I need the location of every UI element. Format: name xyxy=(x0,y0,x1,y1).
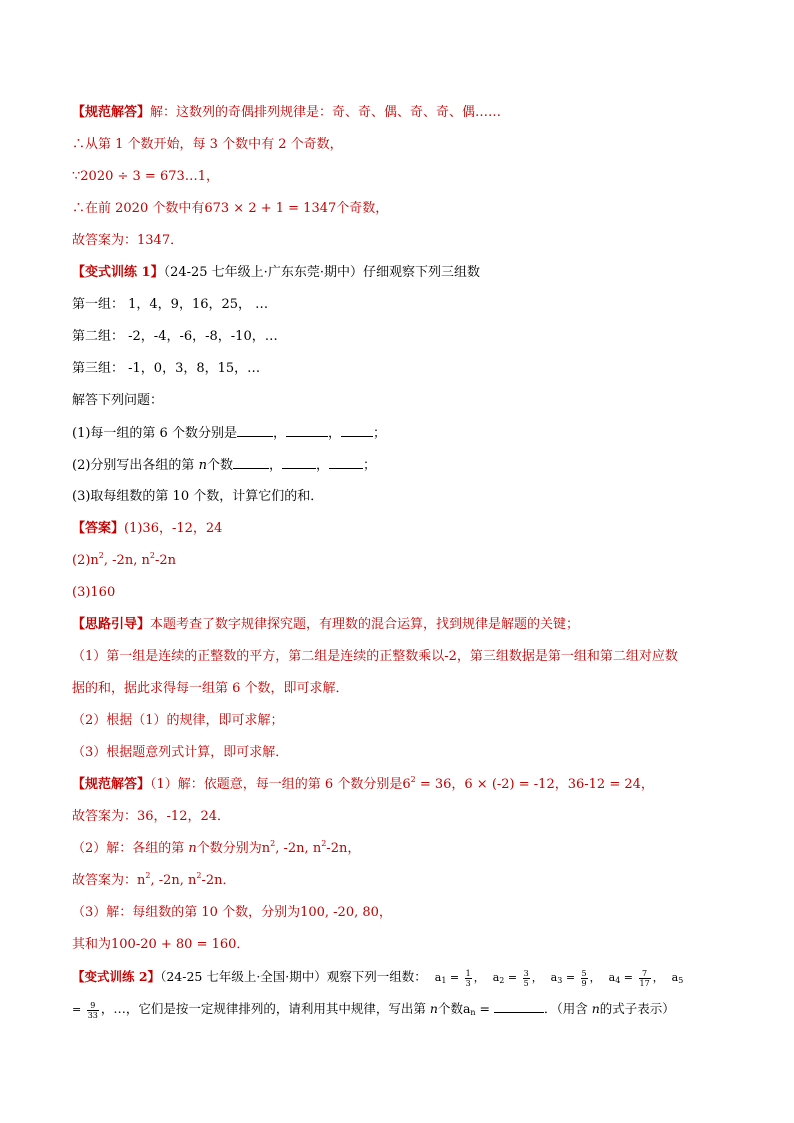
section-tag: 【规范解答】 xyxy=(72,105,151,120)
answer-blank[interactable] xyxy=(237,424,273,437)
variable: n xyxy=(198,458,207,473)
solution-text: （1）解：依题意，每一组的第 6 个数分别是6 xyxy=(150,777,411,792)
answer-blank[interactable] xyxy=(341,424,373,437)
question-text: 个数 xyxy=(206,458,233,473)
subscript: 5 xyxy=(678,976,684,985)
answer-text: (2) xyxy=(72,553,91,568)
section-tag: 【变式训练 1】 xyxy=(72,265,164,280)
equals: = xyxy=(620,971,637,984)
fraction xyxy=(465,969,472,988)
term-a5-value xyxy=(72,1000,101,1020)
question-text: ，…，它们是按一定规律排列的，请利用其中规律，写出第 xyxy=(100,1001,430,1016)
subscript: 3 xyxy=(557,976,563,985)
exponent: 2 xyxy=(98,551,104,560)
solution-line: 故答案为：36，-12，24． xyxy=(72,809,231,824)
think-line-1a: （1）第一组是连续的正整数的平方，第二组是连续的正整数乘以-2，第三组数据是第一组和第二组对应数 xyxy=(72,649,678,664)
answer-blank[interactable] xyxy=(282,456,316,469)
answer-text: n xyxy=(90,553,99,568)
equals: = xyxy=(446,971,463,984)
training-2-heading xyxy=(72,968,683,988)
question-text: ．（用含 xyxy=(543,1001,592,1016)
term-a4: $a_4$ = $\frac{7}{17}$ ， xyxy=(608,968,664,988)
term-symbol: a xyxy=(434,971,442,984)
ask-text: 解答下列问题： xyxy=(72,393,164,408)
question-intro: （24-25 七年级上·全国·期中）观察下列一组数： xyxy=(160,969,427,984)
fraction xyxy=(87,1001,99,1020)
section-tag: 【思路引导】 xyxy=(72,617,151,632)
solution-line-1 xyxy=(72,104,501,122)
solution-text: （2）解：各组的第 xyxy=(72,841,189,856)
solution-line-5: 故答案为：1347． xyxy=(72,233,184,248)
term-a3: $a_3$ = $\frac{5}{9}$ ， xyxy=(550,968,601,988)
denominator: 33 xyxy=(87,1010,98,1020)
section-tag: 【答案】 xyxy=(72,521,125,536)
variable: n xyxy=(188,841,197,856)
answer-blank[interactable] xyxy=(233,456,269,469)
term-symbol: a xyxy=(608,971,616,984)
subscript: 4 xyxy=(615,976,621,985)
section-tag: 【变式训练 2】 xyxy=(72,969,161,984)
solution-text: , -2n, n xyxy=(275,841,322,856)
answer-text: (1)36，-12，24 xyxy=(124,521,223,536)
question-1 xyxy=(72,424,386,443)
numerator: 7 xyxy=(639,969,651,979)
group-1: 第一组： 1，4，9，16，25， … xyxy=(72,297,269,312)
equals: = xyxy=(562,971,579,984)
answer-blank[interactable] xyxy=(286,424,328,437)
separator: ； xyxy=(362,458,376,473)
fraction xyxy=(581,969,588,988)
subscript: 1 xyxy=(441,976,447,985)
term-a2: $a_2$ = $\frac{3}{5}$ ， xyxy=(492,968,543,988)
fraction xyxy=(523,969,530,988)
denominator: 17 xyxy=(639,978,650,988)
solution-line: 其和为100-20 + 80 = 160． xyxy=(72,937,250,952)
think-heading xyxy=(72,616,579,634)
exponent: 2 xyxy=(196,871,202,880)
group-2: 第二组： -2，-4，-6，-8，-10，… xyxy=(72,329,278,344)
section-tag: 【规范解答】 xyxy=(72,777,151,792)
question-text: (2)分别写出各组的第 xyxy=(72,458,199,473)
group-3: 第三组： -1，0，3，8，15，… xyxy=(72,361,261,376)
fraction xyxy=(639,969,651,988)
numerator: 1 xyxy=(465,968,471,978)
question-intro: （24-25 七年级上·广东东莞·期中）仔细观察下列三组数 xyxy=(163,265,480,280)
variable: n xyxy=(591,1001,600,1016)
separator: ， xyxy=(268,458,282,473)
term-symbol: a xyxy=(492,971,500,984)
numerator: 9 xyxy=(87,1001,99,1011)
solution-line xyxy=(72,872,236,890)
exponent: 2 xyxy=(149,551,155,560)
question-text: 的式子表示） xyxy=(599,1001,675,1016)
denominator: 9 xyxy=(581,978,587,988)
separator: ， xyxy=(315,458,329,473)
exponent: 2 xyxy=(270,839,276,848)
answer-blank[interactable] xyxy=(329,456,363,469)
solution-text: = 36，6 × (-2) = -12，36-12 = 24， xyxy=(415,777,654,792)
separator: ； xyxy=(372,426,386,441)
numerator: 5 xyxy=(581,968,587,978)
separator: ， xyxy=(327,426,341,441)
separator: ， xyxy=(272,426,286,441)
think-line-3: （3）根据题意列式计算，即可求解． xyxy=(72,745,289,760)
term-symbol: a xyxy=(671,971,679,984)
solution-line xyxy=(72,776,654,794)
solution-line xyxy=(72,840,360,858)
solution-text: 解：这数列的奇偶排列规律是：奇、奇、偶、奇、奇、偶…… xyxy=(150,105,502,120)
training-2-line-2 xyxy=(72,1000,675,1020)
answer-line-1 xyxy=(72,520,222,538)
term-a1: $a_1$ = $\frac{1}{3}$ ， xyxy=(434,968,485,988)
think-line-1b: 据的和，据此求得每一组第 6 个数，即可求解． xyxy=(72,681,349,696)
solution-line-2: ∴从第 1 个数开始，每 3 个数中有 2 个奇数， xyxy=(72,137,343,152)
think-text: 本题考查了数字规律探究题，有理数的混合运算，找到规律是解题的关键； xyxy=(150,617,580,632)
answer-line-3: (3)160 xyxy=(72,585,116,600)
question-2 xyxy=(72,456,376,475)
think-line-2: （2）根据（1）的规律，即可求解； xyxy=(72,713,284,728)
solution-line: （3）解：每组数的第 10 个数，分别为100, -20, 80， xyxy=(72,905,392,920)
variable: n xyxy=(429,1001,438,1016)
term-symbol: a xyxy=(550,971,558,984)
solution-text: -2n． xyxy=(201,873,236,888)
denominator: 5 xyxy=(523,978,529,988)
subscript: 2 xyxy=(499,976,505,985)
equals: = xyxy=(504,971,521,984)
subscript: n xyxy=(470,1008,476,1017)
equals: = xyxy=(475,1001,494,1016)
numerator: 3 xyxy=(523,968,529,978)
exponent: 2 xyxy=(145,871,151,880)
exponent: 2 xyxy=(321,839,327,848)
exponent: 2 xyxy=(410,775,416,784)
question-text: 个数a xyxy=(437,1001,471,1016)
question-text: (1)每一组的第 6 个数分别是 xyxy=(72,426,237,441)
solution-text: -2n， xyxy=(326,841,361,856)
solution-text: 故答案为：n xyxy=(72,873,146,888)
answer-blank[interactable] xyxy=(494,1000,544,1013)
training-1-heading xyxy=(72,264,480,282)
question-3: (3)取每组数的第 10 个数，计算它们的和． xyxy=(72,489,324,504)
equals: = xyxy=(72,1003,85,1016)
answer-text: , -2n, n xyxy=(103,553,150,568)
solution-text: 个数分别为n xyxy=(196,841,271,856)
solution-line-4: ∴在前 2020 个数中有673 × 2 + 1 = 1347个奇数， xyxy=(72,201,389,216)
answer-line-2 xyxy=(72,552,176,570)
answer-text: -2n xyxy=(154,553,176,568)
solution-text: , -2n, n xyxy=(150,873,197,888)
term-a5 xyxy=(672,971,684,984)
denominator: 3 xyxy=(465,978,471,988)
solution-line-3: ∵2020 ÷ 3 = 673…1， xyxy=(72,169,220,184)
